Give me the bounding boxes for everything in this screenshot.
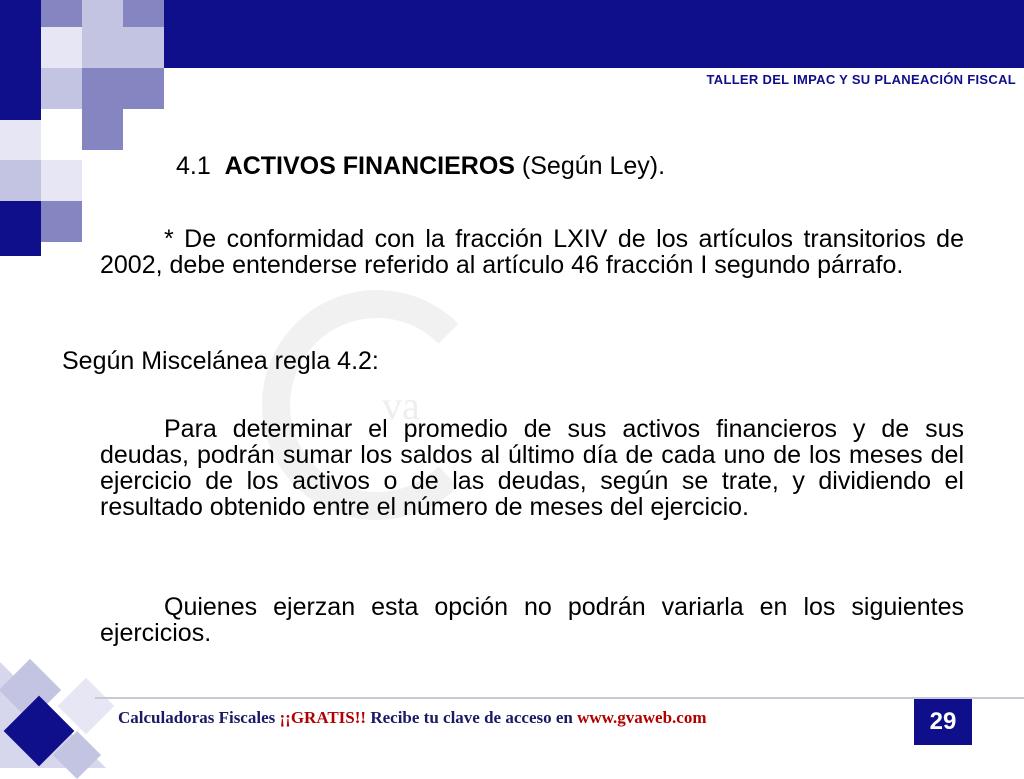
footer-text-2: Recibe tu clave de acceso en — [366, 708, 578, 727]
footer-banner — [118, 708, 707, 728]
deco-square — [41, 0, 82, 27]
miscelanea-label: Según Miscelánea regla 4.2: — [62, 347, 379, 375]
deco-square — [41, 68, 82, 109]
presentation-title: TALLER DEL IMPAC Y SU PLANEACIÓN FISCAL — [706, 72, 1016, 87]
paragraph-ley: * De conformidad con la fracción LXIV de los artículos transitorios de 2002, debe entenderse referido al artículo 46 fracción I segundo párrafo. — [100, 225, 964, 279]
deco-square — [82, 109, 123, 150]
deco-square — [123, 68, 164, 109]
heading-number: 4.1 — [176, 152, 211, 180]
heading-suffix: (Según Ley). — [521, 152, 666, 180]
deco-square — [41, 201, 82, 242]
deco-square — [0, 160, 41, 201]
footer-text-1: Calculadoras Fiscales — [118, 708, 280, 727]
deco-square — [82, 68, 123, 109]
header-bar — [164, 0, 1024, 68]
footer-website-link[interactable]: www.gvaweb.com — [577, 708, 707, 727]
deco-square — [123, 27, 164, 68]
footer-gratis: ¡¡GRATIS!! — [279, 708, 367, 727]
watermark-text: va — [382, 383, 420, 428]
deco-square — [0, 120, 41, 160]
deco-square — [82, 27, 123, 68]
deco-square — [0, 27, 41, 68]
page-number: 29 — [914, 699, 972, 745]
deco-square — [123, 0, 164, 27]
deco-square — [0, 68, 41, 120]
deco-square — [0, 201, 41, 256]
heading-title: ACTIVOS FINANCIEROS — [224, 152, 515, 180]
deco-square — [41, 160, 82, 201]
deco-square — [82, 0, 123, 27]
footer-divider — [95, 697, 1024, 699]
paragraph-opcion: Quienes ejerzan esta opción no podrán variarla en los siguientes ejercicios. — [100, 593, 964, 647]
section-heading — [176, 153, 665, 179]
deco-square — [0, 0, 41, 27]
paragraph-promedio: Para determinar el promedio de sus activos financieros y de sus deudas, podrán sumar los saldos al último día de cada uno de los meses del ejercicio de los activos o de las deudas, según se trate, y dividiendo el resultado obtenido entre el número de meses del ejercicio. — [100, 415, 964, 521]
deco-square — [41, 27, 82, 68]
